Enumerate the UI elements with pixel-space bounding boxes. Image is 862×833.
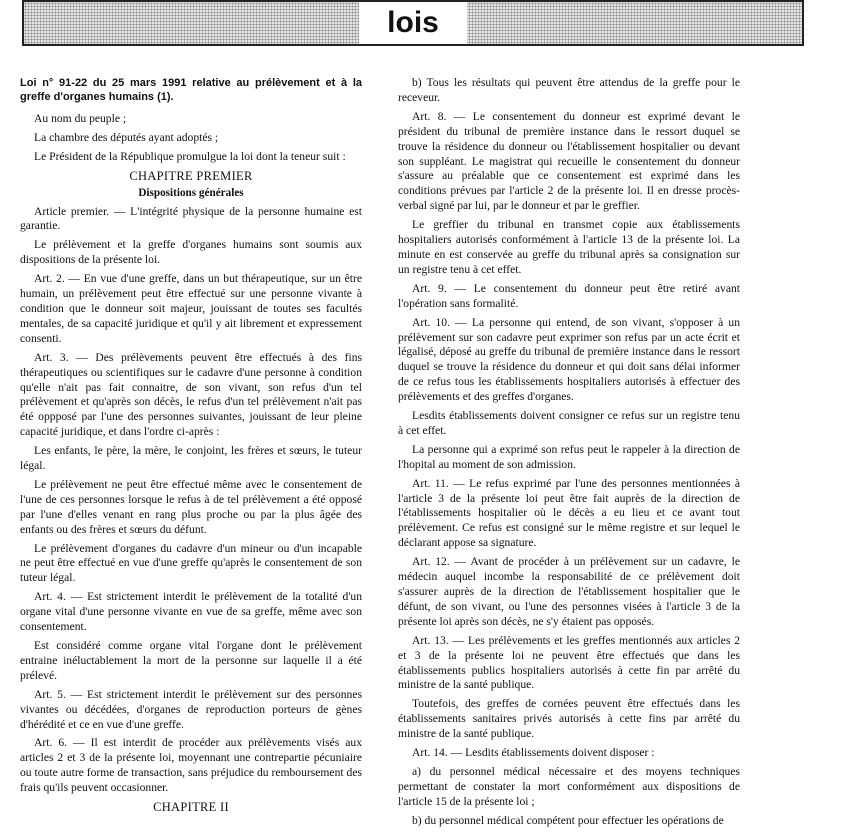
section-heading: Dispositions générales [138,186,244,199]
chapter-heading: CHAPITRE PREMIER [129,168,253,183]
chapter-heading: CHAPITRE II [153,800,229,815]
article-paragraph: Article premier. — L'intégrité physique de la personne humaine est garantie. [20,204,362,233]
article-paragraph: Art. 10. — La personne qui entend, de son vivant, s'opposer à un prélèvement sur son cadavre peut exprimer son refus par un acte écrit et légalisé, déposé au greffe du tribunal de première instance dans le ressort duquel se trouve la résidence du donneur et qui doit sans délai informer de ce refus tous les établissements hospitaliers autorisés à effectuer des prélèvements et des greffes d'organes. [398,315,740,404]
article-paragraph: b) du personnel médical compétent pour effectuer les opérations de [412,813,724,827]
article-paragraph: Art. 12. — Avant de procéder à un prélèvement sur un cadavre, le médecin auquel incombe la responsabilité de ce prélèvement doit s'assurer auprès de la direction de l'établissement hospitalier que le défunt, de son vivant, ou l'une des personnes visées à l'article 3 de la présente loi après son décès, ne s'y étaient pas opposés. [398,555,740,628]
article-paragraph: Le prélèvement ne peut être effectué même avec le consentement de l'une de ces personnes lorsque le refus à de tel prélèvement a été opposé par l'une d'elles venant en rang plus proche ou par la plus âgée des enfants ou des frères et sœurs du défunt. [20,477,362,536]
article-paragraph: Art. 8. — Le consentement du donneur est exprimé devant le président du tribunal de première instance dans le ressort duquel se trouve la résidence du donneur ou l'établissement hospitalier ou devant son suppléant. Le magistrat qui recueille le consentement du donneur s'assure au préalable que ce consentement est exprimé dans les conditions prévues par l'article 2 de la présente loi. Il en dresse procès-verbal signé par lui, par le donneur et par le greffier. [398,109,740,213]
article-paragraph: Art. 11. — Le refus exprimé par l'une des personnes mentionnées à l'article 3 de la présente loi peut être fait auprès de la direction de l'établissements hospitalier où le décès a eu lieu et ce avant tout prélèvement. Ce refus est consigné sur le même registre et sur lequel le déclarant appose sa signature. [398,476,740,550]
article-paragraph: Art. 2. — En vue d'une greffe, dans un but thérapeutique, sur un être humain, un prélèvement peut être effectué sur une personne vivante à condition que le donneur soit majeur, jouissant de toutes ses facultés mentales, de sa capacité juridique et qu'il y ait librement et expressement consenti. [20,272,362,345]
article-paragraph: b) Tous les résultats qui peuvent être attendus de la greffe pour le receveur. [398,76,740,104]
article-paragraph: Lesdits établissements doivent consigner ce refus sur un registre tenu à cet effet. [398,409,740,437]
article-paragraph: Art. 3. — Des prélèvements peuvent être effectués à des fins thérapeutiques ou scientifiques sur le cadavre d'une personne à condition qu'elle n'ait pas fait connaitre, de son vivant, son refus d'un tel prélèvement et qu'après son décès, le refus d'un tel prélèvement n'ait pas été oppposé par l'une des personnes suivantes, jouissant de leur pleine capacité juridique, et dans l'ordre ci-après : [20,350,362,439]
preamble-line: La chambre des députés ayant adoptés ; [34,130,219,144]
left-column [20,76,362,817]
article-paragraph: Toutefois, des greffes de cornées peuvent être effectués dans les établissements sanitaires privés autorisés à cette fins par arrêté du ministre de la santé publique. [398,697,740,741]
article-paragraph: Art. 4. — Est strictement interdit le prélèvement de la totalité d'un organe vital d'une personne vivante en vue de sa greffe, même avec son consentement. [20,590,362,634]
article-paragraph: Art. 9. — Le consentement du donneur peut être retiré avant l'opération sans formalité. [398,281,740,310]
article-paragraph: Art. 13. — Les prélèvements et les greffes mentionnés aux articles 2 et 3 de la présente loi ne peuvent être effectués que dans les établissements publics hospitaliers autorisés à cette fin par arrêté du ministre de la santé publique. [398,633,740,692]
article-paragraph: Le greffier du tribunal en transmet copie aux établissements hospitaliers autorisés conformément à l'article 13 de la présente loi. La minute en est conservée au greffe du tribunal après sa consignation sur un registre tenu à cet effet. [398,218,740,276]
article-paragraph: Le prélèvement et la greffe d'organes humains sont soumis aux dispositions de la présente loi. [20,238,362,267]
section-banner [22,0,804,46]
article-paragraph: Est considéré comme organe vital l'organe dont le prélèvement entraine inéluctablement la mort de la personne sur laquelle il a été prélevé. [20,639,362,682]
banner-title: lois [359,2,467,44]
article-paragraph: a) du personnel médical nécessaire et des moyens techniques permettant de constater la mort conformément aux dispositions de l'article 15 de la présente loi ; [398,764,740,808]
article-paragraph: Art. 14. — Lesdits établissements doivent disposer : [412,746,655,760]
preamble-line: Le Président de la République promulgue la loi dont la teneur suit : [34,149,346,163]
article-paragraph: Le prélèvement d'organes du cadavre d'un mineur ou d'un incapable ne peut être effectué en vue d'une greffe qu'après le consentement de son tuteur légal. [20,541,362,585]
article-paragraph: Art. 5. — Est strictement interdit le prélèvement sur des personnes vivantes ou décédées, d'organes de reproduction porteurs de gènes d'hérédité et ce en vue d'une greffe. [20,687,362,731]
article-paragraph: Les enfants, le père, la mère, le conjoint, les frères et sœurs, le tuteur légal. [20,444,362,473]
law-title: Loi n° 91-22 du 25 mars 1991 relative au prélèvement et à la greffe d'organes humains (1). [20,77,362,103]
right-column [398,76,740,833]
article-paragraph: La personne qui a exprimé son refus peut le rappeler à la direction de l'hopital au moment de son admission. [398,442,740,471]
article-paragraph: Art. 6. — Il est interdit de procéder aux prélèvements visés aux articles 2 et 3 de la présente loi, moyennant une contrepartie pécuniaire ou toute autre forme de transaction, sans préjudice du remboursement des frais qu'ils peuvent occasionner. [20,736,362,795]
preamble-line: Au nom du peuple ; [34,112,127,125]
